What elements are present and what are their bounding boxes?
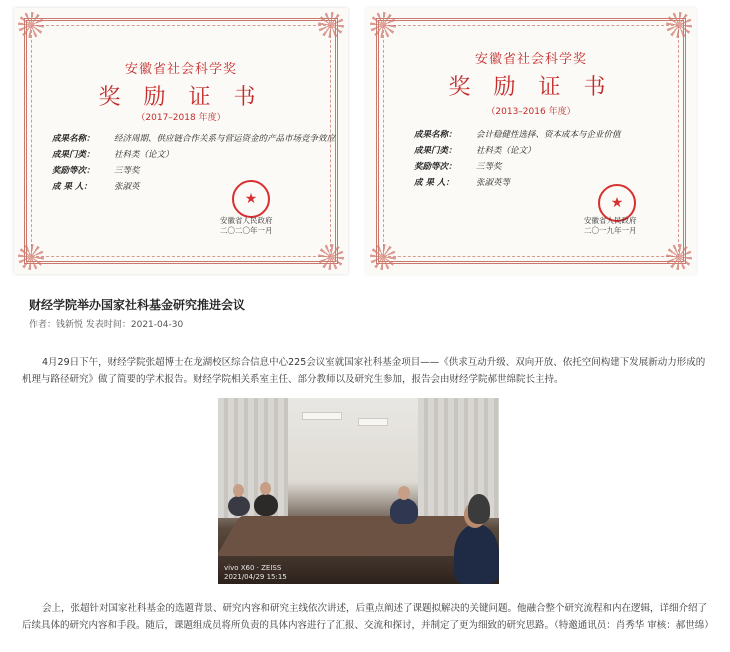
field-value: 张淑英 — [114, 182, 140, 192]
attendee-foreground — [454, 524, 499, 584]
presenter — [390, 498, 418, 524]
corner-ornament — [18, 12, 44, 38]
field-row — [414, 158, 621, 174]
field-value: 社科类（论文） — [476, 146, 536, 156]
certificate-issuer — [220, 216, 273, 236]
seal-star-icon: ★ — [610, 195, 624, 211]
field-value: 三等奖 — [476, 162, 502, 172]
issue-date: 二〇二〇年一月 — [220, 226, 273, 235]
attendee — [228, 496, 250, 516]
field-value: 社科类（论文） — [114, 150, 174, 160]
certificate-2017-2018 — [14, 8, 348, 274]
field-label: 奖励等次： — [414, 162, 457, 172]
corner-ornament — [370, 244, 396, 270]
seal-star-icon: ★ — [244, 191, 258, 207]
photo-watermark — [224, 564, 287, 582]
field-value: 会计稳健性选择、资本成本与企业价值 — [476, 130, 621, 140]
field-row — [414, 126, 621, 142]
presenter-head — [398, 486, 410, 500]
corner-ornament — [318, 244, 344, 270]
corner-ornament — [18, 244, 44, 270]
ceiling-light — [358, 418, 388, 426]
corner-ornament — [318, 12, 344, 38]
certificate-org: 安徽省社会科学奖 — [124, 62, 237, 77]
field-value: 三等奖 — [114, 166, 140, 176]
official-seal — [232, 180, 270, 218]
corner-ornament — [370, 12, 396, 38]
article-headline: 财经学院举办国家社科基金研究推进会议 — [29, 298, 246, 312]
corner-ornament — [666, 244, 692, 270]
field-row — [414, 142, 621, 158]
article-paragraph: 4月29日下午，财经学院张超博士在龙湖校区综合信息中心225会议室就国家社科基金项目——《供求互动升级、双向开放、依托空间构建下发展新动力形成的机理与路径研究》做了简要的学术报告。财经学院相关系室主任、部分教师以及研究生参加，报告会由财经学院郝世绵院长主持。 — [22, 357, 706, 385]
field-label: 成果门类： — [52, 150, 95, 160]
attendee — [254, 494, 278, 516]
certificate-issuer — [584, 216, 637, 236]
field-label: 成果名称： — [414, 130, 457, 140]
field-row — [52, 130, 335, 146]
field-label: 成果名称： — [52, 134, 95, 144]
field-label: 成 果 人： — [52, 182, 92, 192]
issuer-name: 安徽省人民政府 — [220, 216, 273, 225]
attendee — [468, 494, 490, 524]
certificate-title: 奖 励 证 书 — [98, 85, 264, 110]
certificate-fields — [52, 130, 335, 194]
camera-watermark: vivo X60 · ZEISS — [224, 564, 282, 572]
field-value: 张淑英等 — [476, 178, 511, 188]
issue-date: 二〇一九年一月 — [584, 226, 637, 235]
certificate-year: （2013–2016 年度） — [486, 107, 576, 117]
conference-table — [218, 516, 480, 556]
field-row — [52, 146, 335, 162]
field-label: 成 果 人： — [414, 178, 454, 188]
certificate-2013-2016 — [366, 8, 696, 274]
corner-ornament — [666, 12, 692, 38]
attendee-head — [260, 482, 271, 495]
certificate-title: 奖 励 证 书 — [448, 75, 614, 100]
certificate-year: （2017–2018 年度） — [136, 113, 226, 123]
field-label: 成果门类： — [414, 146, 457, 156]
article-meta: 作者：钱新悦 发表时间：2021-04-30 — [29, 320, 184, 330]
issuer-name: 安徽省人民政府 — [584, 216, 637, 225]
certificate-fields — [414, 126, 621, 190]
field-label: 奖励等次： — [52, 166, 95, 176]
ceiling-light — [302, 412, 342, 420]
field-row — [414, 174, 621, 190]
field-row — [52, 178, 335, 194]
field-row — [52, 162, 335, 178]
article-paragraph: 会上，张超针对国家社科基金的选题背景、研究内容和研究主线依次讲述，后重点阐述了课题拟解决的关键问题。他融合整个研究流程和内在逻辑，详细介绍了后续具体的研究内容和手段。随后，课题组成员将所负责的具体内容进行了汇报、交流和探讨，并制定了更为细致的研究思路。（特邀通讯员：肖秀华 审核：郝世绵） — [22, 603, 714, 631]
certificate-org: 安徽省社会科学奖 — [474, 52, 587, 67]
meeting-photo — [218, 398, 499, 584]
timestamp-watermark: 2021/04/29 15:15 — [224, 573, 287, 581]
field-value: 经济周期、供应链合作关系与营运资金的产品市场竞争效应 — [114, 134, 336, 144]
attendee-head — [233, 484, 244, 497]
